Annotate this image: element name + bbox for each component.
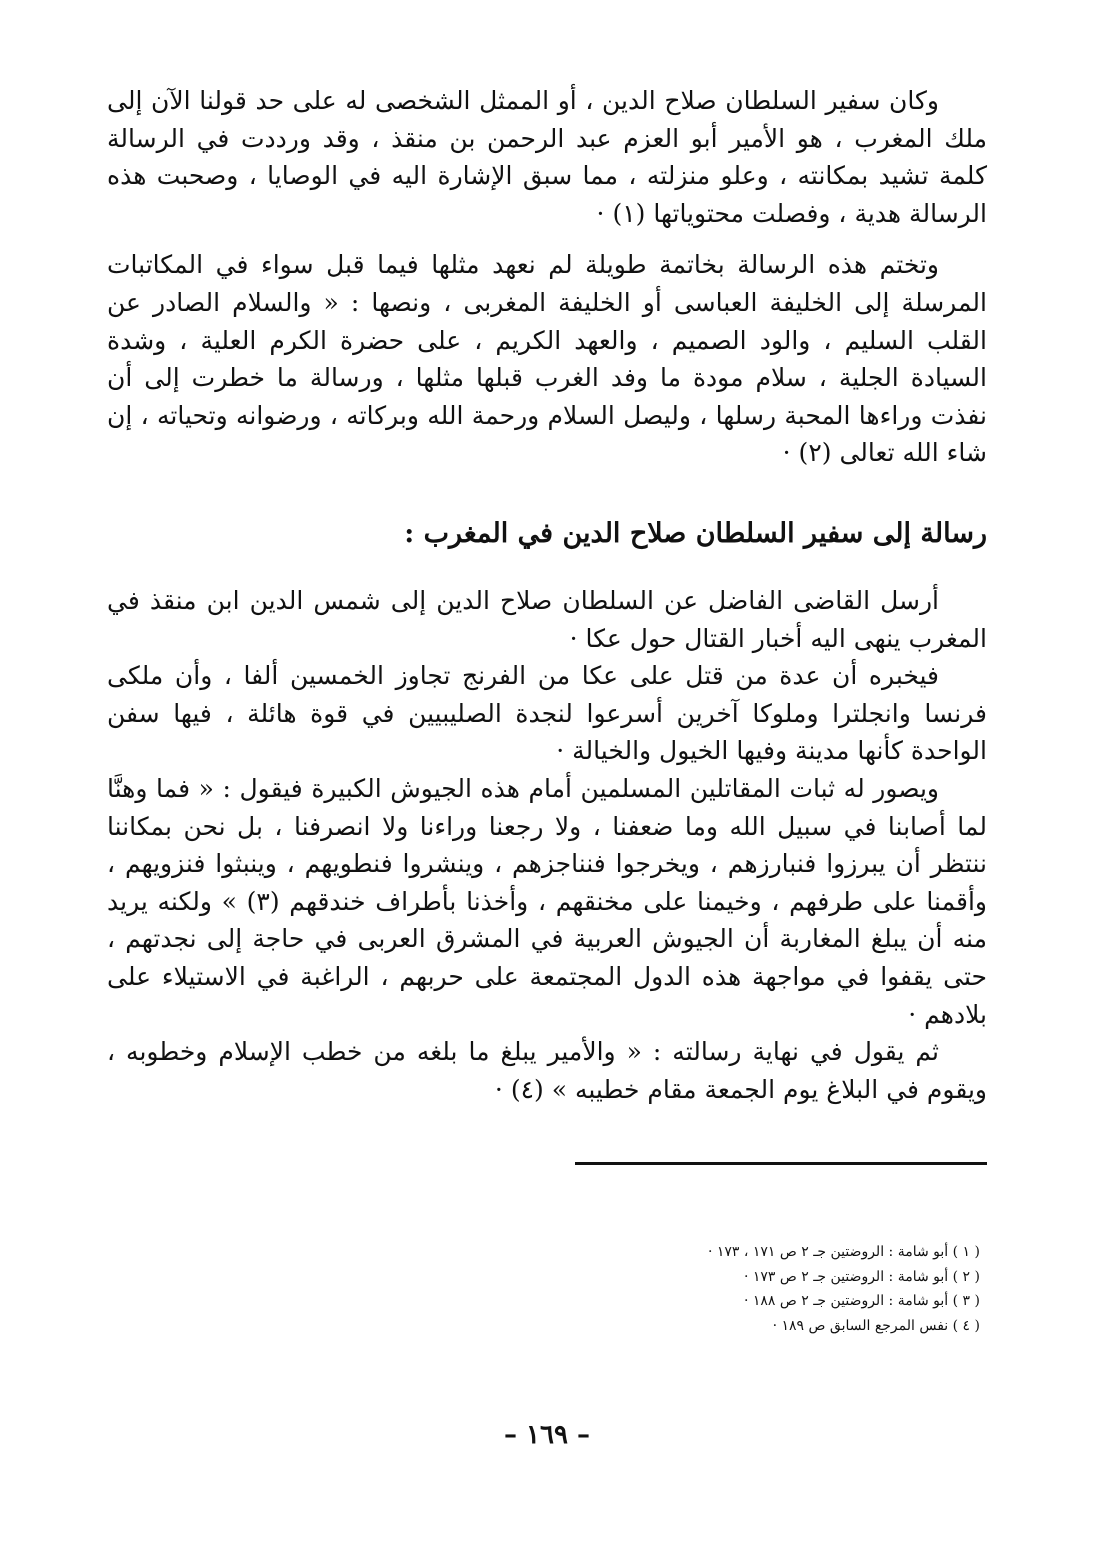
paragraph-steadfastness: ويصور له ثبات المقاتلين المسلمين أمام هذه الجيوش الكبيرة فيقول : « فما وهنَّا لما أصابنا في سبيل الله وما ضعفنا ، ولا رجعنا وراءنا ولا انصرفنا ، بل نحن بمكاننا ننتظر أن يبرزوا فنبارزهم ، ويخرجوا فنناجزهم ، وينشروا فنطويهم ، وينبثوا فنزويهم ، وأقمنا على طرفهم ، وخيمنا على مخنقهم ، وأخذنا بأطراف خندقهم (٣) » ولكنه يريد منه أن يبلغ المغاربة أن الجيوش العربية في المشرق العربى في حاجة إلى نجدتهم ، حتى يقفوا في مواجهة هذه الدول المجتمعة على حربهم ، الراغبة في الاستيلاء على بلادهم · xyxy=(107,773,987,1029)
paragraph-closing-formula: وتختم هذه الرسالة بخاتمة طويلة لم نعهد مثلها فيما قبل سواء في المكاتبات المرسلة إلى الخليفة العباسى أو الخليفة المغربى ، ونصها : « والسلام الصادر عن القلب السليم ، والود الصميم ، والعهد الكريم ، على حضرة الكرم العلية ، وشدة السيادة الجلية ، سلام مودة ما وفد الغرب قبلها مثلها ، ورسالة ما خطرت إلى أن نفذت وراءها المحبة رسلها ، وليصل السلام ورحمة الله وبركاته ، ورضوانه وتحياته ، إن شاء الله تعالى (٢) · xyxy=(107,250,987,468)
footnotes xyxy=(380,1240,980,1338)
footnote-4: ( ٤ ) نفس المرجع السابق ص ١٨٩ · xyxy=(772,1317,980,1334)
section-heading: رسالة إلى سفير السلطان صلاح الدين في المغرب : xyxy=(404,518,987,549)
paragraph-ambassador: وكان سفير السلطان صلاح الدين ، أو الممثل الشخصى له على حد قولنا الآن إلى ملك المغرب ، هو الأمير أبو العزم عبد الرحمن بن منقذ ، وقد ورددت في الرسالة كلمة تشيد بمكانته ، وعلو منزلته ، مما سبق الإشارة اليه في الوصايا ، وصحبت هذه الرسالة هدية ، وفصلت محتوياتها (١) · xyxy=(107,86,987,228)
footnote-1: ( ١ ) أبو شامة : الروضتين جـ ٢ ص ١٧١ ، ١٧٣ · xyxy=(707,1244,980,1260)
paragraph-letter-ending: ثم يقول في نهاية رسالته : « والأمير يبلغ ما بلغه من خطب الإسلام وخطوبه ، ويقوم في البلاغ يوم الجمعة مقام خطيبه » (٤) · xyxy=(107,1037,987,1104)
page-number: – ١٦٩ – xyxy=(503,1420,591,1450)
footnote-2: ( ٢ ) أبو شامة : الروضتين جـ ٢ ص ١٧٣ · xyxy=(743,1268,980,1285)
intro-text xyxy=(107,82,987,472)
paragraph-letter-intro: أرسل القاضى الفاضل عن السلطان صلاح الدين إلى شمس الدين ابن منقذ في المغرب ينهى اليه أخبار القتال حول عكا · xyxy=(107,586,987,653)
paragraph-acre-casualties: فيخبره أن عدة من قتل على عكا من الفرنج تجاوز الخمسين ألفا ، وأن ملكى فرنسا وانجلترا وملوكا آخرين أسرعوا لنجدة الصليبيين في قوة هائلة ، فيها سفن الواحدة كأنها مدينة وفيها الخيول والخيالة · xyxy=(107,661,987,766)
footnote-3: ( ٣ ) أبو شامة : الروضتين جـ ٢ ص ١٨٨ · xyxy=(743,1293,980,1309)
footnote-separator xyxy=(575,1162,987,1165)
section-text xyxy=(107,582,987,1108)
